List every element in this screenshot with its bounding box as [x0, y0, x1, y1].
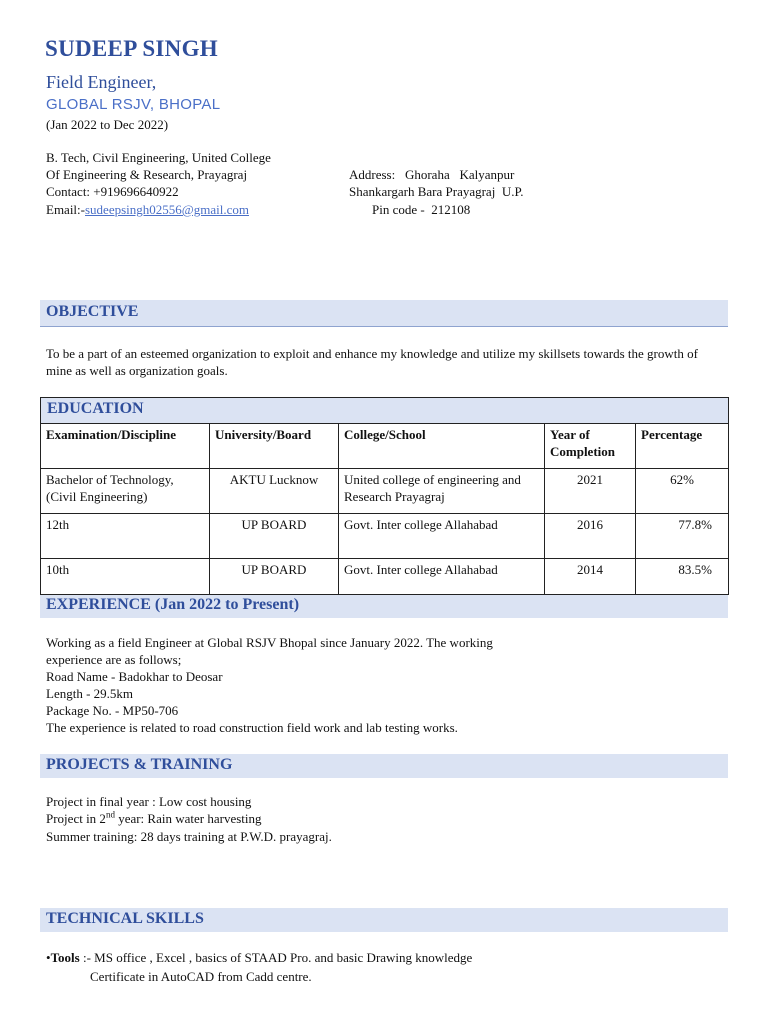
objective-text: To be a part of an esteemed organization to exploit and enhance my knowledge and utilize my skillsets towards the growth of mine as well as organization goals. [46, 346, 698, 378]
cell-percentage: 83.5% [636, 559, 729, 604]
experience-section-header [40, 595, 728, 618]
education-title: EDUCATION [47, 400, 144, 417]
cell-year: 2014 [545, 559, 636, 604]
col-header-percentage: Percentage [636, 424, 729, 469]
education-summary-line-1: B. Tech, Civil Engineering, United College [46, 150, 271, 165]
experience-line-1: Working as a field Engineer at Global RSJV Bhopal since January 2022. The working [46, 635, 493, 650]
cell-college: Govt. Inter college Allahabad [339, 559, 545, 604]
cell-examination: Bachelor of Technology, (Civil Engineering) [41, 469, 210, 514]
skills-title: TECHNICAL SKILLS [46, 910, 204, 927]
experience-title: EXPERIENCE (Jan 2022 to Present) [46, 596, 300, 613]
col-header-college: College/School [339, 424, 545, 469]
table-row [41, 469, 728, 514]
email-link[interactable]: sudeepsingh02556@gmail.com [85, 202, 249, 217]
education-section [40, 397, 729, 595]
col-header-year: Year of Completion [545, 424, 636, 469]
ordinal-suffix: nd [105, 809, 115, 820]
experience-road-name: Road Name - Badokhar to Deosar [46, 669, 223, 684]
education-summary-line-2: Of Engineering & Research, Prayagraj [46, 167, 248, 182]
tools-label: Tools [50, 950, 80, 965]
skills-section-header [40, 908, 728, 932]
cell-college: Govt. Inter college Allahabad [339, 514, 545, 559]
address-line-1: Address: Ghoraha Kalyanpur [349, 167, 515, 182]
education-table-header-row [41, 424, 728, 469]
cell-examination: 12th [41, 514, 210, 559]
summer-training: Summer training: 28 days training at P.W.D. prayagraj. [46, 829, 332, 844]
contact-email-row [46, 201, 249, 218]
cell-university: UP BOARD [210, 559, 339, 604]
cell-year: 2021 [545, 469, 636, 514]
email-label: Email:- [46, 202, 85, 217]
bullet: • [46, 950, 51, 965]
project-final-year: Project in final year : Low cost housing [46, 794, 252, 809]
autocad-certificate: Certificate in AutoCAD from Cadd centre. [90, 969, 312, 984]
objective-title: OBJECTIVE [46, 303, 139, 320]
cell-percentage: 77.8% [636, 514, 729, 559]
candidate-name: SUDEEP SINGH [45, 36, 218, 61]
objective-section-header [40, 300, 728, 327]
company-name: GLOBAL RSJV, BHOPAL [46, 96, 221, 113]
projects-title: PROJECTS & TRAINING [46, 756, 233, 773]
cell-percentage: 62% [636, 469, 729, 514]
experience-length: Length - 29.5km [46, 686, 134, 701]
cell-year: 2016 [545, 514, 636, 559]
cell-examination: 10th [41, 559, 210, 604]
table-row [41, 514, 728, 559]
contact-phone: Contact: +919696640922 [46, 184, 179, 199]
education-table [41, 423, 728, 603]
tools-text: :- MS office , Excel , basics of STAAD Pro. and basic Drawing knowledge [79, 950, 473, 965]
project-second-year-prefix: Project in 2 [46, 811, 106, 826]
job-role: Field Engineer, [46, 72, 157, 92]
experience-line-2: experience are as follows; [46, 652, 182, 667]
projects-section-header [40, 754, 728, 778]
cell-college: United college of engineering and Research Prayagraj [339, 469, 545, 514]
col-header-examination: Examination/Discipline [41, 424, 210, 469]
cell-university: AKTU Lucknow [210, 469, 339, 514]
job-period: (Jan 2022 to Dec 2022) [46, 117, 169, 132]
experience-package: Package No. - MP50-706 [46, 703, 179, 718]
project-second-year-text: year: Rain water harvesting [114, 811, 262, 826]
skills-tools-line [46, 949, 472, 966]
address-line-2: Shankargarh Bara Prayagraj U.P. [349, 184, 524, 199]
cell-university: UP BOARD [210, 514, 339, 559]
education-section-header [41, 398, 728, 424]
project-second-year [46, 810, 262, 827]
experience-summary: The experience is related to road construction field work and lab testing works. [46, 720, 458, 735]
col-header-university: University/Board [210, 424, 339, 469]
pincode: Pin code - 212108 [372, 202, 471, 217]
